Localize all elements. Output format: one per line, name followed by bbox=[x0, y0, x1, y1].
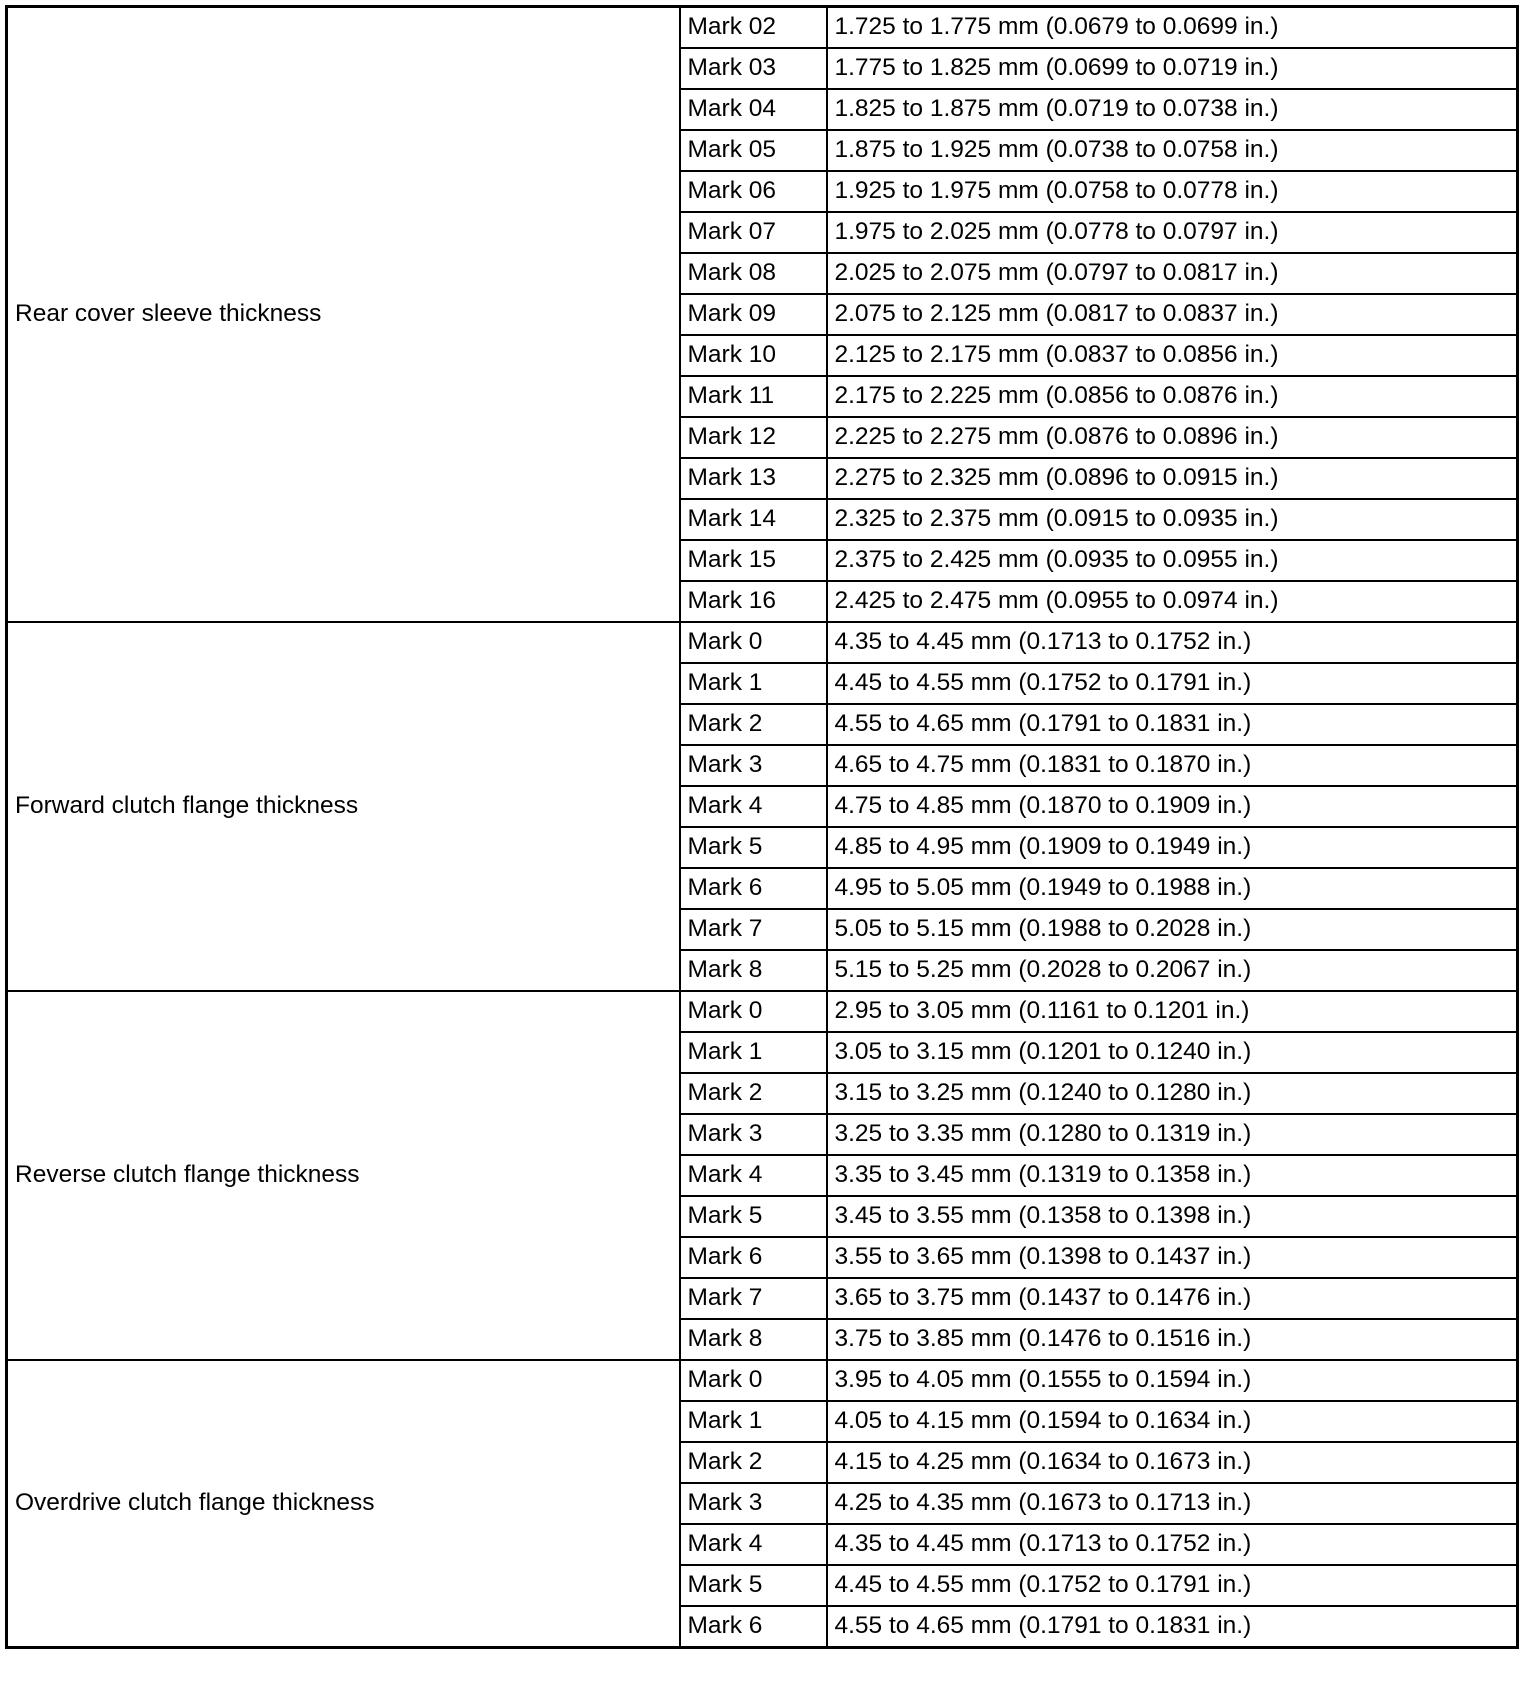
table-row bbox=[7, 622, 1518, 663]
mark-cell: Mark 08 bbox=[680, 253, 827, 294]
group-label: Forward clutch flange thickness bbox=[7, 622, 680, 991]
range-cell: 2.125 to 2.175 mm (0.0837 to 0.0856 in.) bbox=[827, 335, 1518, 376]
range-cell: 2.375 to 2.425 mm (0.0935 to 0.0955 in.) bbox=[827, 540, 1518, 581]
mark-cell: Mark 1 bbox=[680, 663, 827, 704]
mark-cell: Mark 3 bbox=[680, 745, 827, 786]
range-cell: 4.35 to 4.45 mm (0.1713 to 0.1752 in.) bbox=[827, 622, 1518, 663]
mark-cell: Mark 5 bbox=[680, 1196, 827, 1237]
range-cell: 4.55 to 4.65 mm (0.1791 to 0.1831 in.) bbox=[827, 1606, 1518, 1648]
range-cell: 5.15 to 5.25 mm (0.2028 to 0.2067 in.) bbox=[827, 950, 1518, 991]
mark-cell: Mark 15 bbox=[680, 540, 827, 581]
mark-cell: Mark 5 bbox=[680, 827, 827, 868]
range-cell: 2.225 to 2.275 mm (0.0876 to 0.0896 in.) bbox=[827, 417, 1518, 458]
mark-cell: Mark 12 bbox=[680, 417, 827, 458]
mark-cell: Mark 09 bbox=[680, 294, 827, 335]
mark-cell: Mark 4 bbox=[680, 1155, 827, 1196]
mark-cell: Mark 2 bbox=[680, 1442, 827, 1483]
mark-cell: Mark 8 bbox=[680, 950, 827, 991]
range-cell: 4.45 to 4.55 mm (0.1752 to 0.1791 in.) bbox=[827, 663, 1518, 704]
range-cell: 4.85 to 4.95 mm (0.1909 to 0.1949 in.) bbox=[827, 827, 1518, 868]
table-row bbox=[7, 991, 1518, 1032]
range-cell: 4.35 to 4.45 mm (0.1713 to 0.1752 in.) bbox=[827, 1524, 1518, 1565]
range-cell: 4.65 to 4.75 mm (0.1831 to 0.1870 in.) bbox=[827, 745, 1518, 786]
mark-cell: Mark 11 bbox=[680, 376, 827, 417]
range-cell: 4.55 to 4.65 mm (0.1791 to 0.1831 in.) bbox=[827, 704, 1518, 745]
mark-cell: Mark 4 bbox=[680, 1524, 827, 1565]
range-cell: 1.775 to 1.825 mm (0.0699 to 0.0719 in.) bbox=[827, 48, 1518, 89]
mark-cell: Mark 2 bbox=[680, 1073, 827, 1114]
mark-cell: Mark 16 bbox=[680, 581, 827, 622]
range-cell: 3.05 to 3.15 mm (0.1201 to 0.1240 in.) bbox=[827, 1032, 1518, 1073]
range-cell: 3.55 to 3.65 mm (0.1398 to 0.1437 in.) bbox=[827, 1237, 1518, 1278]
table-row bbox=[7, 7, 1518, 49]
range-cell: 4.95 to 5.05 mm (0.1949 to 0.1988 in.) bbox=[827, 868, 1518, 909]
mark-cell: Mark 7 bbox=[680, 909, 827, 950]
range-cell: 3.45 to 3.55 mm (0.1358 to 0.1398 in.) bbox=[827, 1196, 1518, 1237]
range-cell: 3.65 to 3.75 mm (0.1437 to 0.1476 in.) bbox=[827, 1278, 1518, 1319]
mark-cell: Mark 1 bbox=[680, 1032, 827, 1073]
spec-table bbox=[5, 5, 1519, 1649]
mark-cell: Mark 3 bbox=[680, 1483, 827, 1524]
mark-cell: Mark 2 bbox=[680, 704, 827, 745]
mark-cell: Mark 13 bbox=[680, 458, 827, 499]
mark-cell: Mark 3 bbox=[680, 1114, 827, 1155]
group-label: Rear cover sleeve thickness bbox=[7, 7, 680, 623]
range-cell: 2.325 to 2.375 mm (0.0915 to 0.0935 in.) bbox=[827, 499, 1518, 540]
range-cell: 1.975 to 2.025 mm (0.0778 to 0.0797 in.) bbox=[827, 212, 1518, 253]
range-cell: 1.825 to 1.875 mm (0.0719 to 0.0738 in.) bbox=[827, 89, 1518, 130]
range-cell: 4.25 to 4.35 mm (0.1673 to 0.1713 in.) bbox=[827, 1483, 1518, 1524]
mark-cell: Mark 6 bbox=[680, 1606, 827, 1648]
mark-cell: Mark 07 bbox=[680, 212, 827, 253]
mark-cell: Mark 14 bbox=[680, 499, 827, 540]
mark-cell: Mark 03 bbox=[680, 48, 827, 89]
range-cell: 4.15 to 4.25 mm (0.1634 to 0.1673 in.) bbox=[827, 1442, 1518, 1483]
table-row bbox=[7, 1360, 1518, 1401]
mark-cell: Mark 02 bbox=[680, 7, 827, 49]
range-cell: 3.95 to 4.05 mm (0.1555 to 0.1594 in.) bbox=[827, 1360, 1518, 1401]
range-cell: 1.875 to 1.925 mm (0.0738 to 0.0758 in.) bbox=[827, 130, 1518, 171]
mark-cell: Mark 0 bbox=[680, 622, 827, 663]
range-cell: 5.05 to 5.15 mm (0.1988 to 0.2028 in.) bbox=[827, 909, 1518, 950]
range-cell: 2.425 to 2.475 mm (0.0955 to 0.0974 in.) bbox=[827, 581, 1518, 622]
mark-cell: Mark 04 bbox=[680, 89, 827, 130]
mark-cell: Mark 05 bbox=[680, 130, 827, 171]
mark-cell: Mark 4 bbox=[680, 786, 827, 827]
range-cell: 4.45 to 4.55 mm (0.1752 to 0.1791 in.) bbox=[827, 1565, 1518, 1606]
mark-cell: Mark 06 bbox=[680, 171, 827, 212]
group-label: Overdrive clutch flange thickness bbox=[7, 1360, 680, 1648]
range-cell: 2.275 to 2.325 mm (0.0896 to 0.0915 in.) bbox=[827, 458, 1518, 499]
mark-cell: Mark 6 bbox=[680, 1237, 827, 1278]
mark-cell: Mark 8 bbox=[680, 1319, 827, 1360]
mark-cell: Mark 10 bbox=[680, 335, 827, 376]
range-cell: 3.35 to 3.45 mm (0.1319 to 0.1358 in.) bbox=[827, 1155, 1518, 1196]
group-label: Reverse clutch flange thickness bbox=[7, 991, 680, 1360]
range-cell: 1.925 to 1.975 mm (0.0758 to 0.0778 in.) bbox=[827, 171, 1518, 212]
mark-cell: Mark 7 bbox=[680, 1278, 827, 1319]
range-cell: 3.75 to 3.85 mm (0.1476 to 0.1516 in.) bbox=[827, 1319, 1518, 1360]
range-cell: 2.175 to 2.225 mm (0.0856 to 0.0876 in.) bbox=[827, 376, 1518, 417]
range-cell: 1.725 to 1.775 mm (0.0679 to 0.0699 in.) bbox=[827, 7, 1518, 49]
range-cell: 3.25 to 3.35 mm (0.1280 to 0.1319 in.) bbox=[827, 1114, 1518, 1155]
mark-cell: Mark 6 bbox=[680, 868, 827, 909]
mark-cell: Mark 0 bbox=[680, 991, 827, 1032]
range-cell: 3.15 to 3.25 mm (0.1240 to 0.1280 in.) bbox=[827, 1073, 1518, 1114]
range-cell: 4.05 to 4.15 mm (0.1594 to 0.1634 in.) bbox=[827, 1401, 1518, 1442]
range-cell: 2.075 to 2.125 mm (0.0817 to 0.0837 in.) bbox=[827, 294, 1518, 335]
mark-cell: Mark 5 bbox=[680, 1565, 827, 1606]
spec-table-body bbox=[7, 7, 1518, 1648]
mark-cell: Mark 0 bbox=[680, 1360, 827, 1401]
mark-cell: Mark 1 bbox=[680, 1401, 827, 1442]
range-cell: 2.95 to 3.05 mm (0.1161 to 0.1201 in.) bbox=[827, 991, 1518, 1032]
range-cell: 4.75 to 4.85 mm (0.1870 to 0.1909 in.) bbox=[827, 786, 1518, 827]
range-cell: 2.025 to 2.075 mm (0.0797 to 0.0817 in.) bbox=[827, 253, 1518, 294]
